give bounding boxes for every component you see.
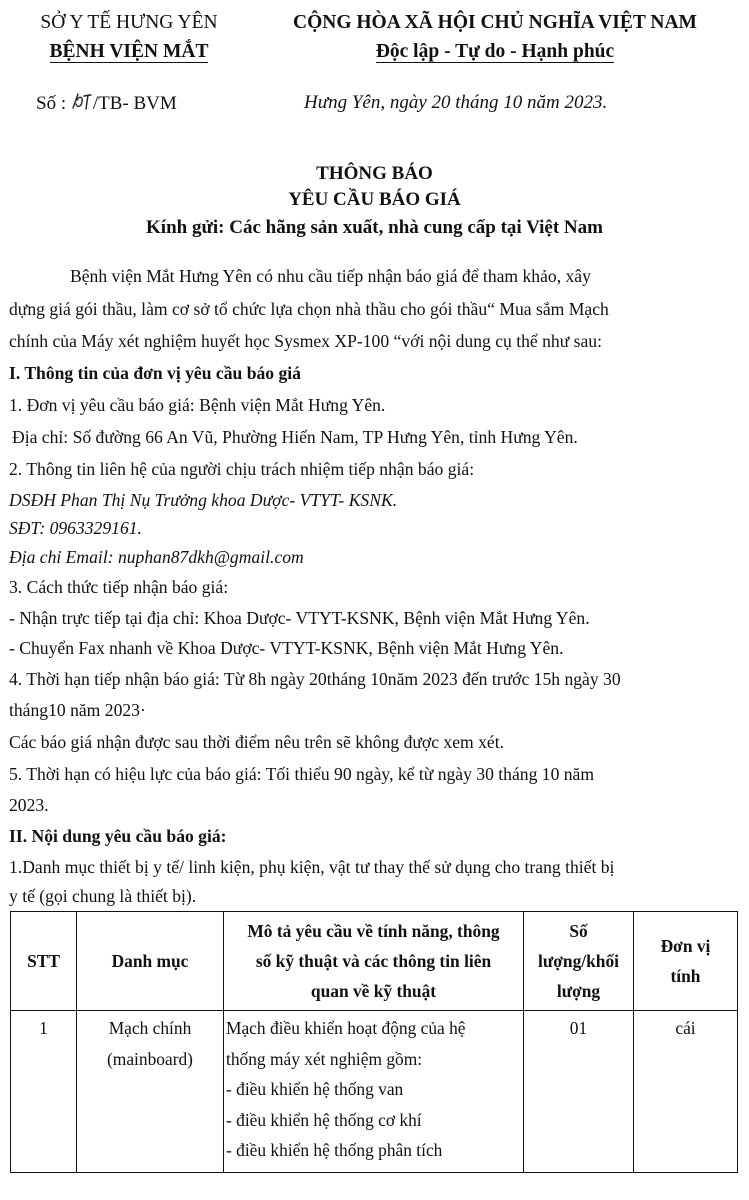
header-stt: STT [11, 912, 77, 1011]
description-line: - điều khiển hệ thống van [226, 1079, 404, 1099]
description-line: thống máy xét nghiệm gồm: [226, 1048, 423, 1069]
row-unit: cái [634, 1011, 738, 1173]
row-description [224, 1011, 524, 1173]
agency-header [14, 8, 244, 66]
section-2-item-1-line-2: y tế (gọi chung là thiết bị). [9, 886, 197, 906]
section-1-item-5-line-2: 2023. [9, 795, 49, 815]
intro-line-3: chính của Máy xét nghiệm huyết học Sysmex XP-100 “với nội dung cụ thể như sau: [9, 331, 602, 351]
row-category: Mạch chính (mainboard) [77, 1011, 224, 1173]
section-1-heading: I. Thông tin của đơn vị yêu cầu báo giá [9, 363, 301, 383]
section-1-item-4-line-2: tháng10 năm 2023· [9, 700, 146, 720]
section-1-item-4-note: Các báo giá nhận được sau thời điểm nêu trên sẽ không được xem xét. [9, 732, 505, 752]
recipient-line: Kính gửi: Các hãng sản xuất, nhà cung cấp tại Việt Nam [146, 217, 603, 238]
parent-agency: SỞ Y TẾ HƯNG YÊN [40, 12, 218, 33]
header-unit: Đơn vị tính [634, 912, 738, 1011]
row-quantity: 01 [524, 1011, 634, 1173]
hospital-name: BỆNH VIỆN MẮT [49, 41, 209, 62]
contact-email: Địa chỉ Email: nuphan87dkh@gmail.com [9, 547, 304, 567]
header-category: Danh mục [77, 912, 224, 1011]
national-motto: Độc lập - Tự do - Hạnh phúc [375, 41, 615, 62]
row-stt: 1 [11, 1011, 77, 1173]
notice-subtitle: YÊU CẦU BÁO GIÁ [288, 189, 461, 210]
section-1-item-2: 2. Thông tin liên hệ của người chịu trách nhiệm tiếp nhận báo giá: [9, 459, 475, 479]
national-header [250, 8, 740, 66]
section-1-item-3a: - Nhận trực tiếp tại địa chỉ: Khoa Dược- VTYT-KSNK, Bệnh viện Mắt Hưng Yên. [9, 608, 590, 628]
place-date: Hưng Yên, ngày 20 tháng 10 năm 2023. [304, 92, 608, 113]
equipment-table [10, 911, 738, 1173]
section-1-item-3b: - Chuyển Fax nhanh về Khoa Dược- VTYT-KSNK, Bệnh viện Mắt Hưng Yên. [9, 638, 564, 658]
description-line: - điều khiển hệ thống cơ khí [226, 1109, 422, 1130]
contact-name: DSĐH Phan Thị Nụ Trưởng khoa Dược- VTYT- KSNK. [9, 490, 398, 510]
document-number: Số : /TB- BVM [36, 93, 177, 114]
table-header-row [11, 912, 738, 1011]
section-1-address: Địa chỉ: Số đường 66 An Vũ, Phường Hiến Nam, TP Hưng Yên, tỉnh Hưng Yên. [12, 427, 578, 447]
section-2-item-1-line-1: 1.Danh mục thiết bị y tế/ linh kiện, phụ kiện, vật tư thay thế sử dụng cho trang thiết bị [9, 857, 615, 877]
intro-line-2: dựng giá gói thầu, làm cơ sở tổ chức lựa chọn nhà thầu cho gói thầu“ Mua sắm Mạch [9, 299, 609, 319]
header-description: Mô tả yêu cầu về tính năng, thông số kỹ thuật và các thông tin liên quan về kỹ thuật [224, 912, 524, 1011]
description-line: Mạch điều khiển hoạt động của hệ [226, 1018, 466, 1038]
section-1-item-1: 1. Đơn vị yêu cầu báo giá: Bệnh viện Mắt Hưng Yên. [9, 395, 386, 415]
section-1-item-3: 3. Cách thức tiếp nhận báo giá: [9, 577, 229, 597]
header-quantity: Số lượng/khối lượng [524, 912, 634, 1011]
table-row [11, 1011, 738, 1173]
intro-line-1: Bệnh viện Mắt Hưng Yên có nhu cầu tiếp nhận báo giá để tham khảo, xây [70, 266, 591, 286]
section-1-item-4-line-1: 4. Thời hạn tiếp nhận báo giá: Từ 8h ngày 20tháng 10năm 2023 đến trước 15h ngày 30 [9, 669, 621, 689]
national-title: CỘNG HÒA XÃ HỘI CHỦ NGHĨA VIỆT NAM [293, 12, 697, 33]
section-1-item-5-line-1: 5. Thời hạn có hiệu lực của báo giá: Tối thiểu 90 ngày, kể từ ngày 30 tháng 10 năm [9, 764, 595, 784]
section-2-heading: II. Nội dung yêu cầu báo giá: [9, 826, 227, 846]
description-line: - điều khiển hệ thống phân tích [226, 1140, 443, 1160]
contact-phone: SĐT: 0963329161. [9, 518, 142, 538]
notice-title: THÔNG BÁO [316, 163, 433, 184]
handwritten-number [71, 92, 93, 110]
